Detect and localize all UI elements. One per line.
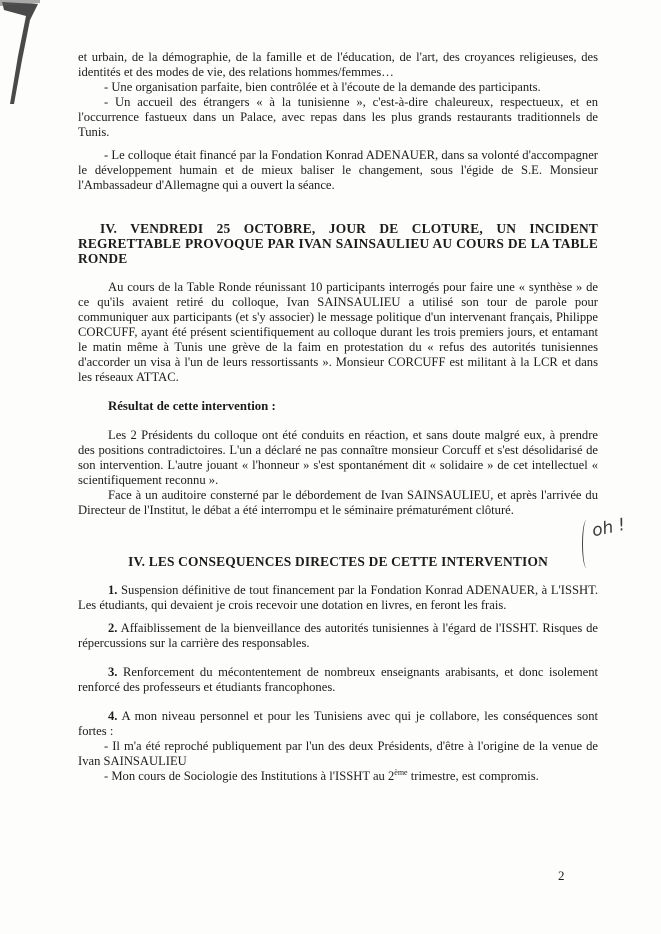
consequence-number: 2. bbox=[108, 621, 118, 635]
result-paragraph-debate: Face à un auditoire consterné par le débordement de Ivan SAINSAULIEU, et après l'arrivée du Directeur de l'Institut, le débat a été interrompu et le séminaire prématurément clôturé. bbox=[78, 488, 598, 517]
intro-paragraph: et urbain, de la démographie, de la famille et de l'éducation, de l'art, des croyances religieuses, des identités et des modes de vie, des relations hommes/femmes… bbox=[78, 50, 598, 79]
incident-paragraph: Au cours de la Table Ronde réunissant 10 participants interrogés pour faire une « synthèse » de ce qu'ils avaient retiré du colloque, Ivan SAINSAULIEU a utilisé son tour de parole pour communiquer aux participants (et s'y associer) le message politique d'un intervenant français, Philippe CORCUFF, ayant été présent scientifiquement au colloque durant les trois premiers jours, et entamant le matin même à Tunis une grève de la faim en protestation du « refus des autorités tunisiennes d'accorder un visa à l'un de leurs ressortissants ». Monsieur CORCUFF est militant à la LCR et dans les réseaux ATTAC. bbox=[78, 280, 598, 384]
intro-bullet-organisation: - Une organisation parfaite, bien contrôlée et à l'écoute de la demande des participants. bbox=[104, 80, 541, 94]
consequence-number: 3. bbox=[108, 665, 118, 679]
consequence-number: 1. bbox=[108, 583, 118, 597]
document-page bbox=[78, 50, 598, 784]
consequence-item-1 bbox=[78, 583, 598, 613]
intro-bullet-financement: - Le colloque était financé par la Fondation Konrad ADENAUER, dans sa volonté d'accompagner le développement humain et de mieux baliser le changement, sous l'égide de S.E. Monsieur l'Ambassadeur d'Allemagne qui a ouvert la séance. bbox=[78, 148, 598, 192]
handwritten-bracket bbox=[582, 520, 591, 568]
result-subheading: Résultat de cette intervention : bbox=[108, 399, 276, 413]
consequence-text: Renforcement du mécontentement de nombreux enseignants arabisants, et donc isolement renforcé des professeurs et étudiants francophones. bbox=[78, 665, 599, 694]
consequence-sub-cours bbox=[78, 769, 598, 784]
consequence-text: A mon niveau personnel et pour les Tunisiens avec qui je collabore, les conséquences sont fortes : bbox=[78, 709, 598, 738]
consequence-sub-text: - Mon cours de Sociologie des Institutions à l'ISSHT au 2 bbox=[104, 769, 395, 783]
consequence-item-2 bbox=[78, 621, 598, 651]
section-heading-incident: IV. VENDREDI 25 OCTOBRE, JOUR DE CLOTURE, UN INCIDENT REGRETTABLE PROVOQUE PAR IVAN SAINSAULIEU AU COURS DE LA TABLE RONDE bbox=[78, 221, 598, 266]
consequence-sub-text-end: trimestre, est compromis. bbox=[407, 769, 539, 783]
consequence-sub-reproche: - Il m'a été reproché publiquement par l'un des deux Présidents, d'être à l'origine de la venue de Ivan SAINSAULIEU bbox=[78, 739, 598, 768]
consequence-text: Affaiblissement de la bienveillance des autorités tunisiennes à l'égard de l'ISSHT. Risques de répercussions sur la carrière des responsables. bbox=[78, 621, 598, 650]
result-paragraph-presidents: Les 2 Présidents du colloque ont été conduits en réaction, et sans doute malgré eux, à prendre des positions contradictoires. L'un a déclaré ne pas connaître monsieur Corcuff et s'est désolidarisé de son intervention. L'autre jouant « l'honneur » s'est spontanément dit « solidaire » de cet intellectuel « scientifiquement reconnu ». bbox=[78, 428, 598, 487]
consequence-number: 4. bbox=[108, 709, 118, 723]
page-number: 2 bbox=[558, 868, 565, 883]
handwritten-margin-note: oh ! bbox=[590, 514, 628, 542]
section-heading-consequences: IV. LES CONSEQUENCES DIRECTES DE CETTE INTERVENTION bbox=[128, 554, 548, 569]
intro-bullet-accueil: - Un accueil des étrangers « à la tunisienne », c'est-à-dire chaleureux, respectueux, et en l'occurrence fastueux dans un Palace, avec repas dans les plus grands restaurants traditionnels de Tunis. bbox=[78, 95, 598, 139]
consequence-text: Suspension définitive de tout financement par la Fondation Konrad ADENAUER, à L'ISSHT. Les étudiants, qui devaient je crois recevoir une dotation en livres, en feront les frais. bbox=[78, 583, 598, 612]
ordinal-superscript: ème bbox=[394, 767, 408, 777]
consequence-item-3 bbox=[78, 665, 598, 695]
scan-corner-artifact bbox=[0, 0, 40, 110]
consequence-item-4 bbox=[78, 709, 598, 739]
